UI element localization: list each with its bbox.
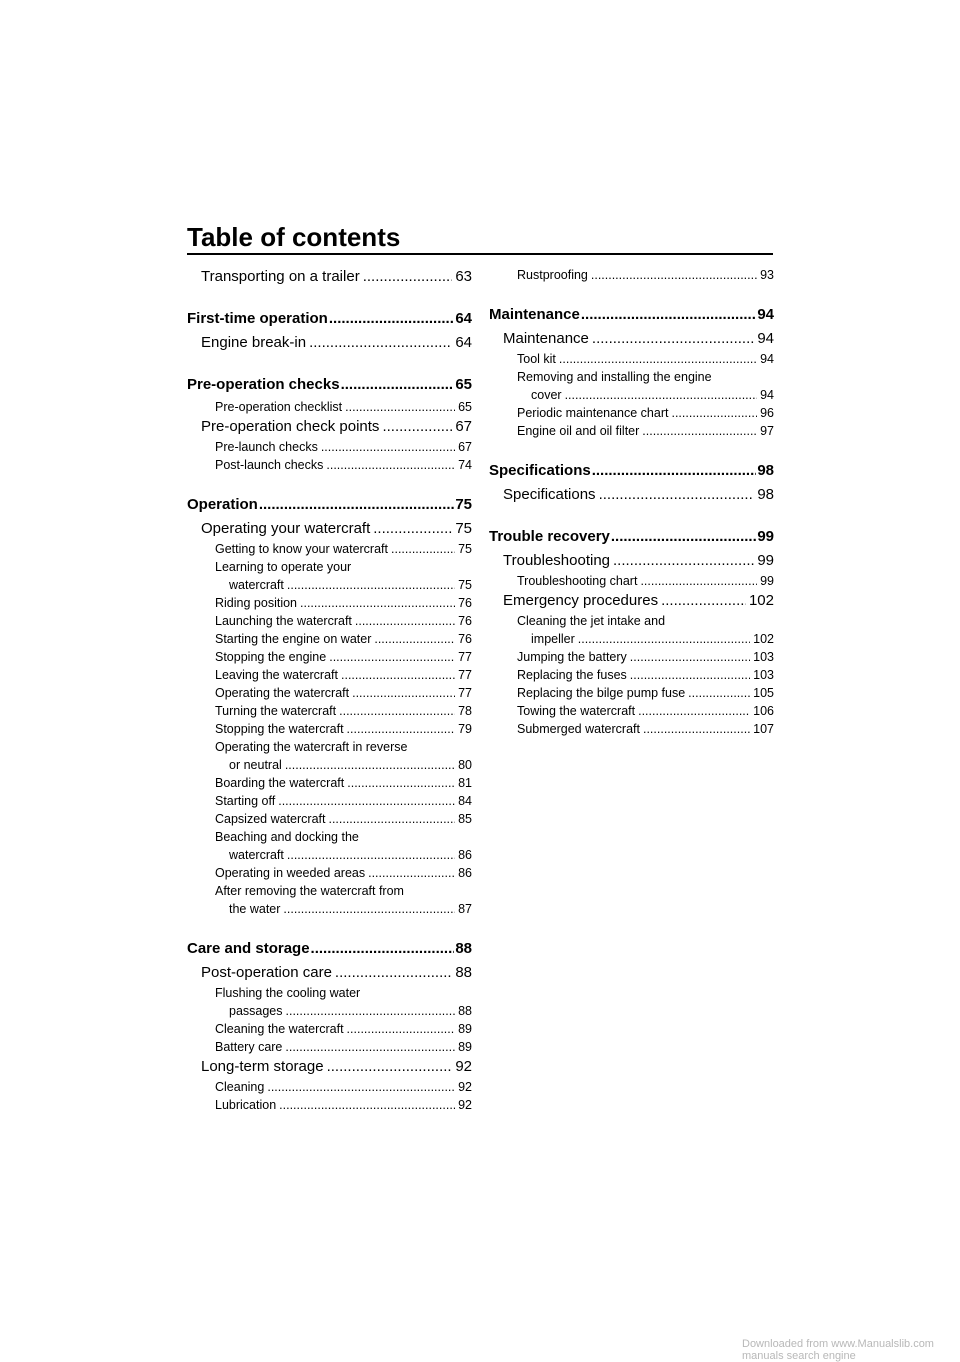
toc-leader-dots (368, 864, 455, 882)
toc-entry[interactable] (187, 864, 472, 882)
toc-entry-title: Operating the watercraft in reverse (215, 740, 408, 754)
toc-entry-title: Replacing the bilge pump fuse (517, 686, 686, 700)
toc-chapter-heading[interactable] (187, 372, 472, 398)
toc-entry[interactable] (187, 1020, 472, 1038)
toc-page-number: 64 (455, 310, 472, 327)
toc-entry-title: Getting to know your watercraft (215, 542, 388, 556)
toc-leader-dots (329, 306, 454, 332)
toc-page-number: 107 (753, 722, 774, 736)
toc-page-number: 97 (760, 424, 774, 438)
toc-entry[interactable] (187, 456, 472, 474)
toc-page-number: 65 (458, 400, 472, 414)
toc-entry-title: Trouble recovery (489, 528, 610, 545)
toc-entry[interactable] (489, 648, 774, 666)
footer-watermark: Downloaded from www.Manualslib.com manuals search engine (742, 1338, 934, 1362)
toc-leader-dots (373, 518, 452, 540)
toc-page-number: 79 (458, 722, 472, 736)
toc-entry-title: Removing and installing the engine (517, 370, 712, 384)
toc-entry-title: Emergency procedures (503, 592, 659, 609)
toc-leader-dots (599, 484, 755, 506)
toc-page-number: 81 (458, 776, 472, 790)
toc-page-number: 99 (760, 574, 774, 588)
toc-leader-dots (581, 302, 756, 328)
toc-entry[interactable] (517, 386, 774, 404)
toc-entry[interactable] (187, 1096, 472, 1114)
toc-entry-title: Cleaning the jet intake and (517, 614, 666, 628)
toc-entry[interactable] (187, 438, 472, 456)
toc-page-number: 64 (455, 334, 472, 351)
toc-leader-dots (565, 386, 758, 404)
toc-left-column (187, 266, 472, 1114)
toc-entry[interactable] (187, 1056, 472, 1078)
toc-entry[interactable] (187, 666, 472, 684)
toc-entry-title: Launching the watercraft (215, 614, 352, 628)
toc-leader-dots (285, 1038, 455, 1056)
toc-entry-title: watercraft (229, 578, 284, 592)
toc-entry-wrapped[interactable] (187, 828, 472, 864)
toc-page-number: 94 (760, 388, 774, 402)
toc-entry[interactable] (187, 518, 472, 540)
toc-leader-dots (286, 1002, 456, 1020)
toc-page-number: 106 (753, 704, 774, 718)
toc-leader-dots (300, 594, 455, 612)
toc-entry-title: Troubleshooting chart (517, 574, 638, 588)
toc-entry[interactable] (187, 810, 472, 828)
toc-entry[interactable] (187, 648, 472, 666)
toc-page-number: 84 (458, 794, 472, 808)
toc-leader-dots (374, 630, 455, 648)
toc-page-number: 92 (455, 1058, 472, 1075)
toc-leader-dots (642, 422, 757, 440)
toc-page-number: 103 (753, 650, 774, 664)
toc-page-number: 94 (760, 352, 774, 366)
toc-entry-title: Flushing the cooling water (215, 986, 361, 1000)
toc-leader-dots (661, 590, 746, 612)
toc-entry-wrapped[interactable] (489, 368, 774, 404)
toc-entry[interactable] (489, 572, 774, 590)
toc-leader-dots (311, 936, 455, 962)
toc-entry-wrapped[interactable] (187, 738, 472, 774)
toc-entry[interactable] (215, 756, 472, 774)
toc-page-number: 76 (458, 632, 472, 646)
toc-leader-dots (287, 846, 455, 864)
toc-leader-dots (640, 572, 757, 590)
toc-leader-dots (267, 1078, 455, 1096)
toc-leader-dots (339, 702, 455, 720)
toc-leader-dots (309, 332, 452, 354)
toc-page-number: 67 (455, 418, 472, 435)
title-rule (187, 253, 773, 255)
toc-entry[interactable] (187, 332, 472, 354)
toc-entry[interactable] (489, 550, 774, 572)
toc-entry-title: cover (531, 388, 562, 402)
toc-page-number: 85 (458, 812, 472, 826)
toc-leader-dots (352, 684, 455, 702)
toc-page-number: 89 (458, 1040, 472, 1054)
toc-leader-dots (341, 372, 455, 398)
toc-entry-title: Beaching and docking the (215, 830, 359, 844)
toc-leader-dots (363, 266, 453, 288)
toc-leader-dots (345, 398, 455, 416)
toc-page-number: 80 (458, 758, 472, 772)
toc-entry-title: Lubrication (215, 1098, 277, 1112)
toc-entry[interactable] (517, 630, 774, 648)
toc-entry-title: impeller (531, 632, 575, 646)
toc-entry-title: Care and storage (187, 940, 310, 957)
toc-entry[interactable] (187, 792, 472, 810)
toc-entry-title: Replacing the fuses (517, 668, 627, 682)
toc-page-number: 98 (757, 486, 774, 503)
toc-entry[interactable] (187, 962, 472, 984)
toc-leader-dots (592, 328, 754, 350)
toc-leader-dots (638, 702, 750, 720)
toc-entry-title: Maintenance (489, 306, 580, 323)
toc-entry-title: Troubleshooting (503, 552, 611, 569)
toc-page-number: 76 (458, 596, 472, 610)
toc-entry-title: Post-operation care (201, 964, 332, 981)
toc-entry[interactable] (187, 1038, 472, 1056)
toc-page-number: 65 (455, 376, 472, 393)
toc-page-number: 105 (753, 686, 774, 700)
toc-leader-dots (347, 720, 456, 738)
toc-page-number: 78 (458, 704, 472, 718)
toc-leader-dots (578, 630, 750, 648)
toc-leader-dots (283, 900, 455, 918)
toc-entry-title: Engine oil and oil filter (517, 424, 640, 438)
toc-entry[interactable] (187, 720, 472, 738)
toc-entry[interactable] (187, 540, 472, 558)
toc-entry-title: Periodic maintenance chart (517, 406, 669, 420)
toc-page-number: 75 (455, 520, 472, 537)
toc-entry[interactable] (489, 484, 774, 506)
toc-entry-title: Tool kit (517, 352, 556, 366)
toc-entry-title: Cleaning (215, 1080, 265, 1094)
toc-entry[interactable] (489, 684, 774, 702)
toc-entry-title: Maintenance (503, 330, 589, 347)
toc-right-column (489, 266, 774, 738)
toc-leader-dots (671, 404, 757, 422)
toc-entry-title: watercraft (229, 848, 284, 862)
toc-entry[interactable] (489, 350, 774, 368)
toc-entry[interactable] (489, 328, 774, 350)
toc-entry-title: Operating your watercraft (201, 520, 371, 537)
toc-page-number: 77 (458, 650, 472, 664)
toc-leader-dots (321, 438, 455, 456)
toc-page-number: 98 (757, 462, 774, 479)
toc-page-number: 94 (757, 330, 774, 347)
toc-entry-title: passages (229, 1004, 283, 1018)
page-title: Table of contents (187, 222, 401, 252)
toc-entry[interactable] (187, 594, 472, 612)
toc-entry-title: First-time operation (187, 310, 328, 327)
toc-entry[interactable] (187, 684, 472, 702)
toc-entry[interactable] (489, 404, 774, 422)
toc-entry-title: After removing the watercraft from (215, 884, 404, 898)
toc-entry[interactable] (187, 416, 472, 438)
toc-page-number: 99 (757, 552, 774, 569)
toc-leader-dots (643, 720, 750, 738)
toc-page-number: 102 (748, 592, 774, 609)
toc-leader-dots (259, 492, 454, 518)
toc-chapter-heading[interactable] (489, 302, 774, 328)
toc-page-number: 87 (458, 902, 472, 916)
toc-entry-title: Pre-operation check points (201, 418, 380, 435)
toc-page-number: 74 (458, 458, 472, 472)
toc-leader-dots (285, 756, 455, 774)
toc-entry[interactable] (187, 630, 472, 648)
toc-chapter-heading[interactable] (187, 936, 472, 962)
toc-page-number: 99 (757, 528, 774, 545)
toc-chapter-heading[interactable] (489, 458, 774, 484)
toc-leader-dots (347, 1020, 456, 1038)
toc-entry[interactable] (489, 720, 774, 738)
toc-entry-title: Pre-operation checks (187, 376, 340, 393)
toc-entry-title: Engine break-in (201, 334, 307, 351)
toc-entry[interactable] (187, 774, 472, 792)
toc-page-number: 103 (753, 668, 774, 682)
toc-entry[interactable] (215, 900, 472, 918)
toc-leader-dots (278, 792, 455, 810)
toc-entry-title: Cleaning the watercraft (215, 1022, 344, 1036)
toc-entry-wrapped[interactable] (187, 558, 472, 594)
toc-entry-title: Specifications (503, 486, 596, 503)
toc-entry[interactable] (187, 266, 472, 288)
toc-entry-title: or neutral (229, 758, 282, 772)
toc-entry-title: Towing the watercraft (517, 704, 636, 718)
toc-page-number: 75 (455, 496, 472, 513)
toc-page-number: 102 (753, 632, 774, 646)
toc-entry-title: Starting off (215, 794, 276, 808)
toc-page-number: 88 (458, 1004, 472, 1018)
toc-page-number: 77 (458, 668, 472, 682)
toc-entry-wrapped[interactable] (187, 984, 472, 1020)
toc-entry-title: Operating in weeded areas (215, 866, 366, 880)
toc-page-number: 67 (458, 440, 472, 454)
toc-entry-title: Long-term storage (201, 1058, 324, 1075)
toc-page-number: 76 (458, 614, 472, 628)
toc-entry[interactable] (215, 576, 472, 594)
toc-entry[interactable] (215, 1002, 472, 1020)
toc-entry-title: Learning to operate your (215, 560, 352, 574)
toc-entry-title: the water (229, 902, 281, 916)
toc-leader-dots (613, 550, 754, 572)
toc-page-number: 88 (455, 964, 472, 981)
toc-leader-dots (335, 962, 452, 984)
toc-page-number: 94 (757, 306, 774, 323)
toc-entry-title: Leaving the watercraft (215, 668, 338, 682)
toc-entry[interactable] (489, 266, 774, 284)
toc-chapter-heading[interactable] (489, 524, 774, 550)
toc-leader-dots (287, 576, 455, 594)
toc-entry-title: Operating the watercraft (215, 686, 350, 700)
toc-page-number: 63 (455, 268, 472, 285)
toc-entry-title: Pre-operation checklist (215, 400, 343, 414)
toc-entry-title: Starting the engine on water (215, 632, 372, 646)
toc-entry-title: Capsized watercraft (215, 812, 326, 826)
toc-entry-title: Transporting on a trailer (201, 268, 360, 285)
toc-entry-title: Rustproofing (517, 268, 588, 282)
toc-leader-dots (688, 684, 750, 702)
toc-page-number: 86 (458, 848, 472, 862)
toc-entry[interactable] (187, 398, 472, 416)
toc-page-number: 93 (760, 268, 774, 282)
toc-leader-dots (382, 416, 452, 438)
toc-leader-dots (630, 666, 750, 684)
toc-entry-title: Specifications (489, 462, 591, 479)
toc-page-number: 77 (458, 686, 472, 700)
toc-entry-title: Stopping the engine (215, 650, 327, 664)
toc-leader-dots (559, 350, 757, 368)
toc-leader-dots (611, 524, 756, 550)
toc-entry-title: Operation (187, 496, 258, 513)
toc-entry[interactable] (489, 702, 774, 720)
toc-leader-dots (592, 458, 757, 484)
toc-page-number: 75 (458, 542, 472, 556)
toc-leader-dots (326, 456, 455, 474)
toc-entry[interactable] (187, 702, 472, 720)
toc-entry-title: Submerged watercraft (517, 722, 640, 736)
toc-entry-wrapped[interactable] (489, 612, 774, 648)
toc-leader-dots (591, 266, 757, 284)
toc-page-number: 89 (458, 1022, 472, 1036)
toc-entry-title: Jumping the battery (517, 650, 627, 664)
toc-page-number: 75 (458, 578, 472, 592)
toc-leader-dots (341, 666, 455, 684)
toc-page-number: 88 (455, 940, 472, 957)
toc-entry[interactable] (489, 422, 774, 440)
toc-page-number: 96 (760, 406, 774, 420)
toc-entry-wrapped[interactable] (187, 882, 472, 918)
toc-page-number: 92 (458, 1080, 472, 1094)
toc-entry-title: Battery care (215, 1040, 283, 1054)
toc-entry-title: Post-launch checks (215, 458, 324, 472)
toc-leader-dots (279, 1096, 455, 1114)
toc-page-number: 92 (458, 1098, 472, 1112)
toc-entry-title: Stopping the watercraft (215, 722, 344, 736)
toc-chapter-heading[interactable] (187, 492, 472, 518)
toc-entry-title: Riding position (215, 596, 297, 610)
toc-entry-title: Pre-launch checks (215, 440, 318, 454)
toc-leader-dots (630, 648, 750, 666)
toc-leader-dots (347, 774, 455, 792)
toc-entry[interactable] (187, 612, 472, 630)
toc-entry[interactable] (489, 666, 774, 684)
toc-leader-dots (327, 1056, 453, 1078)
toc-leader-dots (355, 612, 455, 630)
toc-leader-dots (328, 810, 455, 828)
toc-page-number: 86 (458, 866, 472, 880)
toc-entry[interactable] (187, 1078, 472, 1096)
toc-entry-title: Turning the watercraft (215, 704, 337, 718)
toc-chapter-heading[interactable] (187, 306, 472, 332)
toc-entry-title: Boarding the watercraft (215, 776, 345, 790)
toc-entry[interactable] (489, 590, 774, 612)
toc-leader-dots (391, 540, 455, 558)
toc-entry[interactable] (215, 846, 472, 864)
toc-leader-dots (329, 648, 455, 666)
